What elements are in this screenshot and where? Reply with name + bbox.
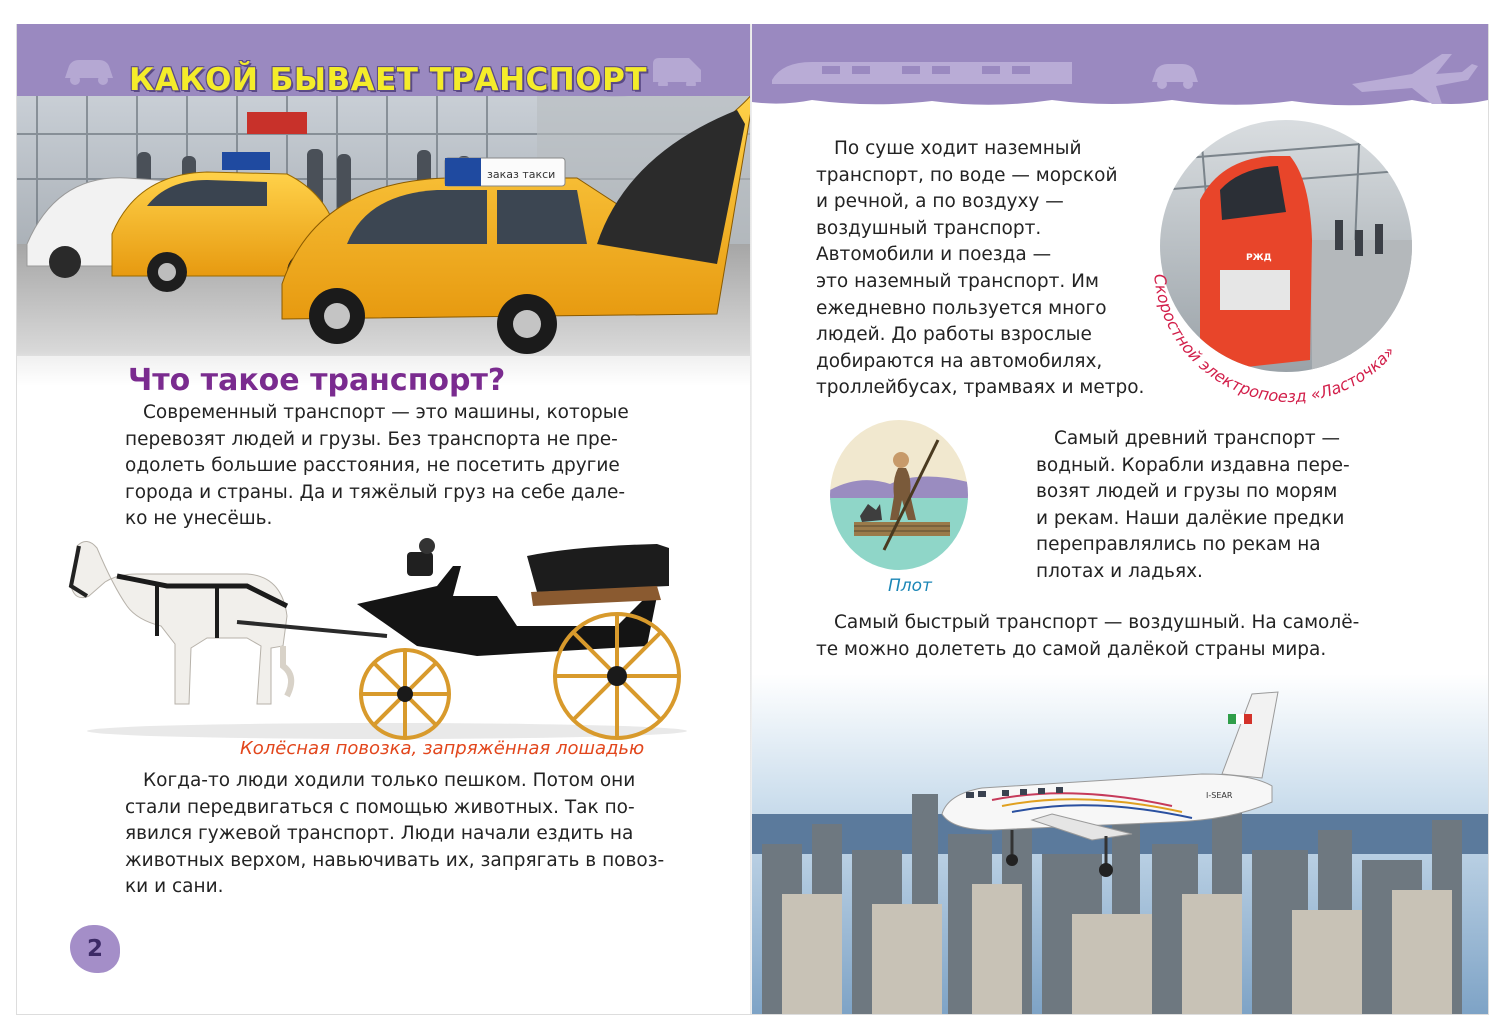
text-line: те можно долететь до самой далёкой страны мира. [816, 638, 1327, 660]
train-icon [772, 62, 1072, 84]
taxi-photo [17, 94, 753, 386]
car-icon [65, 60, 113, 85]
carriage-caption: Колёсная повозка, запряжённая лошадью [240, 738, 645, 759]
header-band-right [752, 24, 1488, 100]
water-paragraph [1036, 426, 1376, 586]
text-line: это наземный транспорт. Им [816, 270, 1099, 292]
text-line: водный. Корабли издавна пере- [1036, 454, 1350, 476]
text-line: ежедневно пользуется много [816, 297, 1107, 319]
text-line: Когда-то люди ходили только пешком. Потом они [143, 770, 636, 791]
text-line: троллейбусах, трамваях и метро. [816, 377, 1145, 399]
text-line: Автомобили и поезда — [816, 244, 1052, 266]
air-paragraph [816, 610, 1396, 663]
text-line: Современный транспорт — это машины, которые [143, 402, 629, 423]
text-line: города и страны. Да и тяжёлый груз на себе дале- [125, 481, 626, 503]
text-line: воздушный транспорт. [816, 217, 1042, 239]
train-caption [1120, 100, 1399, 407]
horse-carriage-photo [57, 526, 707, 741]
van-icon [653, 58, 701, 89]
land-paragraph [816, 136, 1156, 402]
text-line: перевозят людей и грузы. Без транспорта не пре- [125, 428, 618, 450]
text-line: Самый древний транспорт — [1054, 428, 1341, 449]
text-line: и речной, а по воздуху — [816, 191, 1064, 213]
raft-caption: Плот [888, 576, 932, 596]
text-line: транспорт, по воде — морской [816, 164, 1118, 186]
text-line: плотах и ладьях. [1036, 560, 1203, 582]
train-logo: РЖД [1246, 253, 1272, 263]
right-page [752, 24, 1489, 1015]
section-heading: Что такое транспорт? [128, 363, 506, 398]
taxi-sign-text: заказ такси [487, 168, 556, 181]
text-line: Самый быстрый транспорт — воздушный. На самолё- [834, 612, 1360, 633]
raft-illustration [830, 420, 968, 570]
text-line: переправлялись по рекам на [1036, 534, 1321, 556]
text-line: добираются на автомобилях, [816, 350, 1103, 372]
text-line: людей. До работы взрослые [816, 324, 1092, 346]
text-line: одолеть большие расстояния, не посетить другие [125, 455, 620, 477]
page-number: 2 [70, 925, 120, 973]
page-title: КАКОЙ БЫВАЕТ ТРАНСПОРТ [129, 62, 647, 98]
carriage [357, 538, 669, 656]
plane-registration: I-SEAR [1206, 791, 1233, 800]
intro-paragraph [125, 400, 685, 533]
svg-text:Скоростной электропоезд «Ласто: Скоростной электропоезд «Ласточка» [1150, 272, 1399, 407]
text-line: возят людей и грузы по морям [1036, 481, 1338, 503]
text-line: и рекам. Наши далёкие предки [1036, 507, 1345, 529]
text-line: ки и сани. [125, 876, 224, 898]
text-line: По суше ходит наземный [834, 138, 1082, 159]
text-line: явился гужевой транспорт. Люди начали ездить на [125, 823, 634, 845]
left-page [16, 24, 753, 1015]
text-line: животных верхом, навьючивать их, запрягать в повоз- [125, 849, 665, 871]
airplane-city-photo [752, 674, 1488, 1014]
history-paragraph [125, 768, 705, 901]
text-line: ко не унесёшь. [125, 508, 273, 530]
text-line: стали передвигаться с помощью животных. Так по- [125, 796, 635, 818]
